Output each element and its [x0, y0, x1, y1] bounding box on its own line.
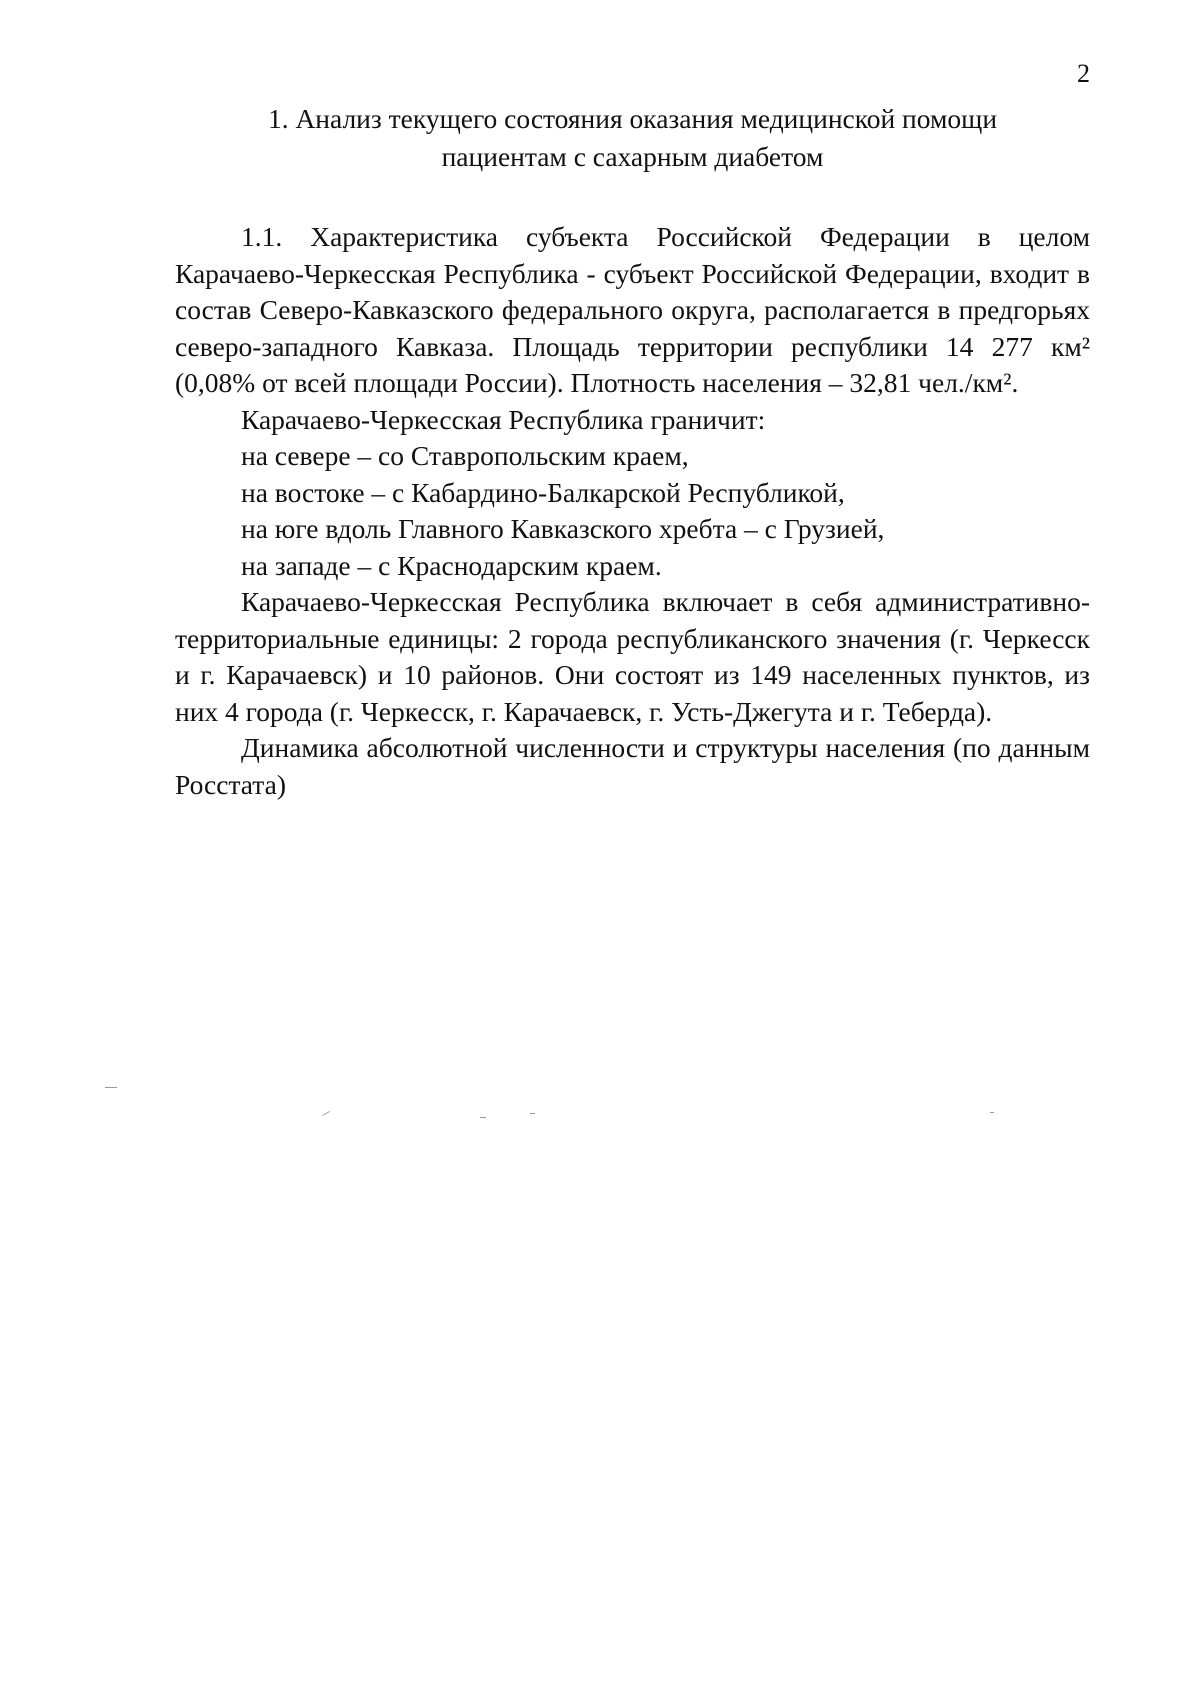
paragraph-administrative-units: Карачаево-Черкесская Республика включает в себя административно-территориальные единицы: 2 города республиканского значения (г. Черкесск и г. Карачаевск) и 10 районов. Они состоят из 149 населенных пунктов, из них 4 города (г. Черкесск, г. Карачаевск, г. Усть-Джегута и г. Теберда). — [175, 586, 1090, 727]
paragraph-region-characteristics: 1.1. Характеристика субъекта Российской Федерации в целом Карачаево-Черкесская Республика - субъект Российской Федерации, входит в состав Северо-Кавказского федерального округа, располагается в предгорьях северо-западного Кавказа. Площадь территории республики 14 277 км² (0,08% от всей площади России). Плотность населения – 32,81 чел./км². — [175, 221, 1090, 398]
scan-artifact — [990, 1112, 994, 1113]
border-west: на западе – с Краснодарским краем. — [241, 549, 662, 581]
paragraph-borders-intro: Карачаево-Черкесская Республика граничит: — [241, 403, 766, 435]
section-heading-line-1: 1. Анализ текущего состояния оказания медицинской помощи — [267, 103, 998, 134]
border-east: на востоке – с Кабардино-Балкарской Республикой, — [241, 476, 845, 508]
scan-artifact — [322, 1111, 329, 1116]
border-north: на севере – со Ставропольским краем, — [241, 440, 689, 471]
page-number: 2 — [1077, 59, 1090, 88]
body-text — [175, 219, 1090, 803]
paragraph-population-dynamics: Динамика абсолютной численности и структуры населения (по данным Росстата) — [175, 732, 1090, 800]
border-south: на юге вдоль Главного Кавказского хребта – с Грузией, — [241, 513, 885, 544]
section-heading-line-2: пациентам с сахарным диабетом — [441, 141, 824, 172]
scan-artifact — [105, 1087, 117, 1088]
scan-artifact — [480, 1117, 486, 1118]
section-heading — [175, 100, 1090, 176]
scan-artifact — [530, 1113, 535, 1114]
